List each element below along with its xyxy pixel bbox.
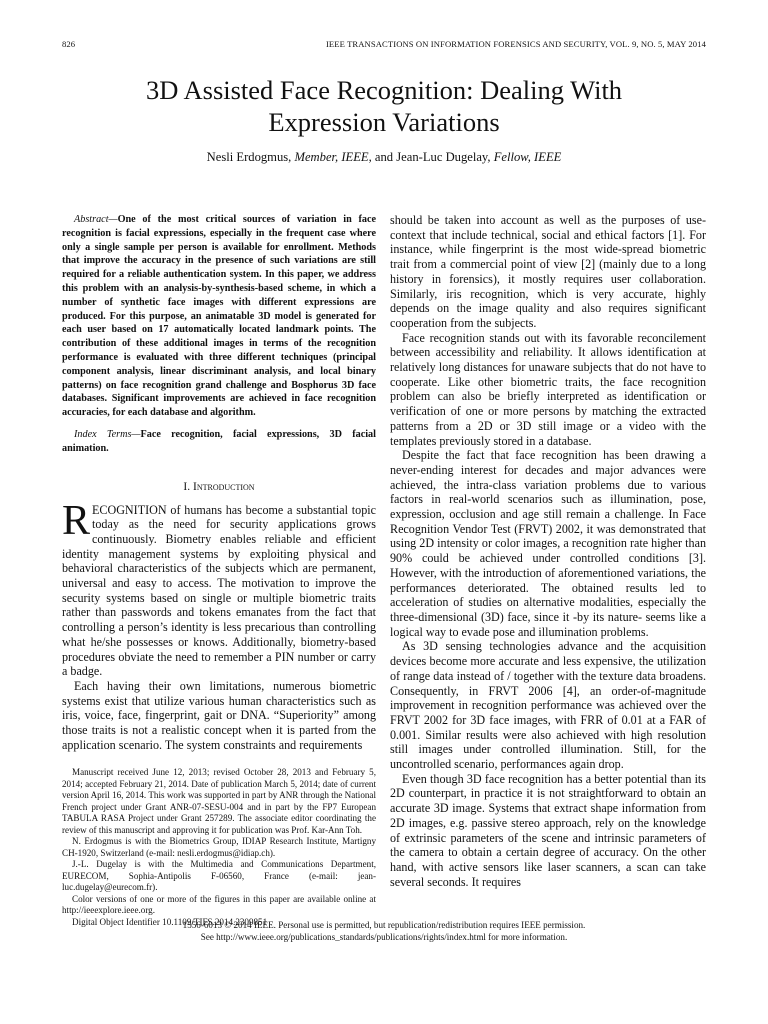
copyright-line-2: See http://www.ieee.org/publications_standards/publications/rights/index.html for more information.: [200, 931, 568, 942]
footnote-doi: Digital Object Identifier 10.1109/TIFS.2014.2309851: [72, 916, 268, 927]
footnotes: [62, 767, 376, 928]
page-number: 826: [62, 39, 76, 49]
abstract: [62, 213, 376, 420]
right-column: [390, 213, 706, 889]
right-paragraph-5: Even though 3D face recognition has a better potential than its 2D counterpart, in practice it is not straightforward to obtain an accurate 3D image. Systems that extract shape information from 2D images, e.g. passive stereo approach, rely on the knowledge of extrinsic parameters of the scene and intrinsic parameters of the camera to obtain a certain degree of accuracy. On the other hand, with active sensors like laser scanners, a scan can take several seconds. It requires: [390, 771, 706, 889]
drop-cap: R: [62, 497, 91, 544]
right-paragraph-4: As 3D sensing technologies advance and the acquisition devices become more accurate and less expensive, the utilization of range data instead of / together with the texture data broadens. Consequently, in FRVT 2006 [4], an order-of-magnitude improvement in recognition performance was achieved over the FRVT 2002 for 3D face images, with FRR of 0.01 at a FAR of 0.001. Similar results were also achieved with high resolution still images under controlled illumination. Still, for the uncontrolled scenario, performances again drop.: [390, 639, 706, 772]
paper-title: [62, 74, 706, 138]
journal-name: IEEE TRANSACTIONS ON INFORMATION FORENSICS AND SECURITY, VOL. 9, NO. 5, MAY 2014: [325, 39, 706, 49]
author-1: Nesli Erdogmus,: [206, 150, 292, 164]
intro-paragraph-1: [62, 497, 376, 679]
right-paragraph-2: Face recognition stands out with its favorable reconcilement between accessibility and reliability. It allows identification at relatively long distances for unaware subjects that do not have to cooperate. Like other biometric traits, the face recognition problem can also be briefly interpreted as identification or verification of one or more persons by matching the extracted patterns from a 2D or 3D still image or a video with the templates previously stored in a database.: [390, 330, 706, 448]
index-terms-label: Index Terms—: [74, 428, 141, 440]
title-line-2: Expression Variations: [268, 107, 500, 137]
abstract-label: Abstract—: [74, 214, 118, 225]
copyright-line-1: 1556-6013 © 2014 IEEE. Personal use is permitted, but republication/redistribution requires IEEE permission.: [182, 920, 586, 930]
title-line-1: 3D Assisted Face Recognition: Dealing With: [145, 75, 623, 105]
author-1-role: Member, IEEE,: [294, 150, 372, 164]
footnote-color-versions: Color versions of one or more of the figures in this paper are available online at http://ieeexplore.ieee.org.: [62, 893, 376, 915]
right-paragraph-1: should be taken into account as well as the purposes of use-context that include technical, social and ethical factors [1]. For instance, while fingerprint is the most wide-spread biometric trait from a commercial point of view [2] (mainly due to a long history in forensics), it mostly requires user collaboration. Similarly, iris recognition, which is very accurate, highly depends on the image quality and also requires significant cooperation from the subjects.: [390, 213, 706, 330]
left-column: [62, 213, 376, 753]
footnote-author-1: N. Erdogmus is with the Biometrics Group, IDIAP Research Institute, Martigny CH-1920, Switzerland (e-mail: nesli.erdogmus@idiap.ch).: [62, 836, 376, 858]
abstract-text: One of the most critical sources of variation in face recognition is facial expressions, especially in the frequent case where only a single sample per person is available for enrollment. Methods that improve the accuracy in the presence of such variations are still required for a reliable authentication system. In this paper, we address this problem with an analysis-by-synthesis-based scheme, in which a number of synthetic face images with different expressions are produced. For this purpose, an animatable 3D model is generated for each user based on 17 automatically located landmark points. The contribution of these additional images in terms of the recognition performance is evaluated with three different techniques (principal component analysis, linear discriminant analysis, and local binary patterns) on face recognition grand challenge and Bosphorus 3D face databases. Significant improvements are achieved in face recognition accuracies, for each database and algorithm.: [62, 214, 376, 419]
author-2-role: Fellow, IEEE: [493, 150, 562, 164]
footnote-author-2: J.-L. Dugelay is with the Multimedia and Communications Department, EURECOM, Sophia-Antipolis F-06560, France (e-mail: jean-luc.dugelay@eurecom.fr).: [62, 859, 376, 892]
author-2: Jean-Luc Dugelay,: [396, 150, 491, 164]
author-conjunction: and: [374, 150, 394, 164]
right-paragraph-3: Despite the fact that face recognition has been drawing a never-ending interest for decades and major advances were achieved, the intra-class variation problems due to various factors in real-world scenarios such as illumination, pose, expression, occlusion and age still remain a challenge. In Face Recognition Vendor Test (FRVT) 2002, it was demonstrated that using 2D intensity or color images, a recognition rate higher than 90% could be achieved under controlled conditions [3]. However, with the introduction of aforementioned variations, the performances deteriorated. The obtained results led to acceleration of studies on alternative modalities, especially the three-dimensional (3D) face, since it -by its nature- seems like a logical way to evade pose and illumination problems.: [390, 448, 706, 639]
author-line: [62, 150, 706, 165]
intro-paragraph-1-text: ECOGNITION of humans has become a substantial topic today as the need for security applications grows continuously. Biometry enables reliable and efficient identity management systems by exploiting physical and behavioral characteristics of the subjects which are permanent, universal and easy to access. The motivation to improve the security systems based on single or multiple biometric traits rather than passwords and tokens emanates from the fact that controlling a person’s identity is less precarious than controlling what he/she possesses or knows. Additionally, biometry-based procedures obviate the need to remember a PIN number or carry a badge.: [62, 502, 376, 679]
footnote-manuscript: Manuscript received June 12, 2013; revised October 28, 2013 and February 5, 2014; accepted February 21, 2014. Date of publication March 5, 2014; date of current version April 16, 2014. This work was supported in part by ANR through the National French project under Grant ANR-07-SESU-004 and in part by the FP7 European TABULA RASA Project under Grant 257289. The associate editor coordinating the review of this manuscript and approving it for publication was Prof. Kar-Ann Toh.: [62, 767, 376, 835]
intro-paragraph-2: Each having their own limitations, numerous biometric systems exist that utilize various human characteristics such as iris, voice, face, fingerprint, gait or DNA. “Superiority” among those traits is not a realistic concept when it is parted from the application scenario. The system constraints and requirements: [62, 678, 376, 752]
section-heading-introduction: I. Introduction: [183, 480, 255, 493]
index-terms-text: Face recognition, facial expressions, 3D facial animation.: [62, 428, 376, 454]
copyright-notice: [62, 920, 706, 943]
index-terms: [62, 428, 376, 456]
